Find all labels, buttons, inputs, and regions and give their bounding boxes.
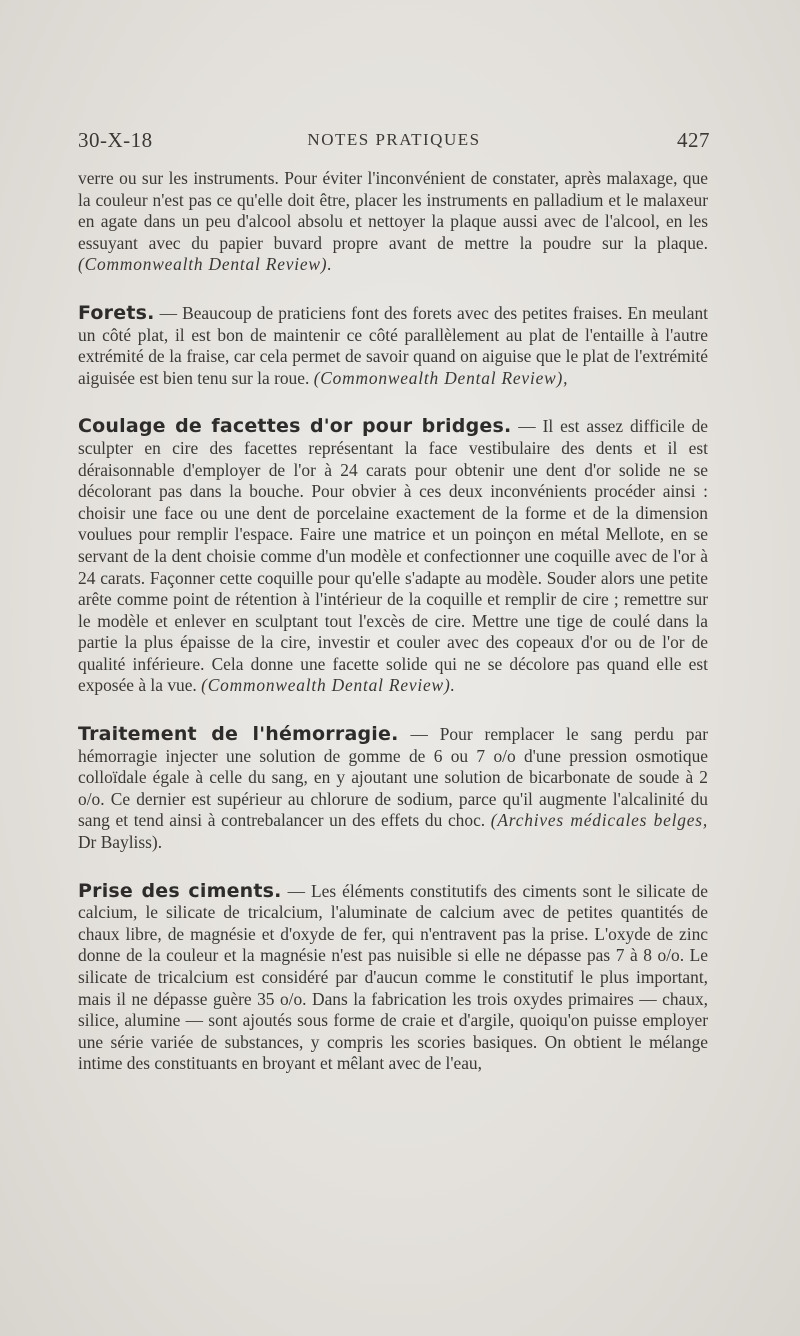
source-citation: (Commonwealth Dental Review). (78, 254, 333, 275)
section-heading: Prise des ciments. (78, 879, 282, 902)
paragraph-coulage (78, 416, 708, 697)
paragraph-forets (78, 303, 708, 389)
paragraph-text: — Pour remplacer le sang perdu par hémorragie injecter une solution de gomme de 6 ou 7 o/o d'une pression osmotique colloïdale égale à celle du sang, en y ajoutant une solution de bicarbonate de soude à 2 o/o. Ce dernier est supérieur au chlorure de sodium, parce qu'il augmente l'alcalinité du sang et tend ainsi à contrebalancer un des effets du choc. (78, 724, 708, 831)
paragraph-hemorragie (78, 724, 708, 854)
article-body (78, 168, 708, 1075)
section-heading: Forets. (78, 301, 155, 324)
section-heading: Traitement de l'hémorragie. (78, 723, 399, 746)
page-number: 427 (677, 128, 710, 152)
paragraph-continuation (78, 168, 708, 276)
paragraph-text: verre ou sur les instruments. Pour éviter l'inconvénient de constater, après malaxage, que la couleur n'est pas ce qu'elle doit être, placer les instruments en palladium et le malaxeur en agate dans un peu d'alcool absolu et nettoyer la plaque aussi avec de l'alcool, en les essuyant avec du papier buvard propre avant de mettre la poudre sur la plaque. (78, 168, 708, 253)
paragraph-text: — Il est assez difficile de sculpter en cire des facettes représentant la face vestibulaire des dents et il est déraisonnable d'employer de l'or à 24 carats pour obtenir une dent d'or solide ne se décolorant pas dans la bouche. Pour obvier à ces deux inconvénients procéder ainsi : choisir une face ou une dent de porcelaine exactement de la forme et de la dimension voulues pour remplir l'espace. Faire une matrice et un poinçon en métal Mellote, en se servant de la dent choisie comme d'un modèle et confectionner une coquille avec de l'or à 24 carats. Façonner cette coquille pour qu'elle s'adapte au modèle. Souder alors une petite arête comme point de rétention à l'intérieur de la coquille et remplir de cire ; remettre sur le modèle et enlever en sculptant tout l'excès de cire. Mettre une tige de coulé dans la partie la plus épaisse de la cire, investir et couler avec des copeaux d'or ou de l'or de qualité inférieure. Cela donne une facette solide qui ne se décolore pas quand elle est exposée à la vue. (78, 416, 708, 696)
issue-date: 30-X-18 (78, 128, 153, 152)
source-author: Dr Bayliss). (78, 832, 163, 853)
source-citation: (Archives médicales belges, (490, 810, 708, 831)
running-header (78, 128, 710, 158)
paragraph-text: — Beaucoup de praticiens font des forets avec des petites fraises. En meulant un côté plat, il est bon de maintenir ce côté parallèlement au plat de l'entaille à l'autre extrémité de la fraise, car cela permet de savoir quand on aiguise que le plat de l'extrémité aiguisée est bien tenu sur la roue. (78, 302, 708, 388)
running-title: NOTES PRATIQUES (307, 130, 481, 149)
paragraph-ciments (78, 881, 708, 1075)
paragraph-text: — Les éléments constitutifs des ciments sont le silicate de calcium, le silicate de tricalcium, l'aluminate de calcium avec de petites quantités de chaux libre, de magnésie et d'oxyde de fer, qui n'entravent pas la prise. L'oxyde de zinc donne de la couleur et la magnésie n'est pas nuisible si elle ne dépasse pas 7 à 8 o/o. Le silicate de tricalcium est considéré par d'aucun comme le constitutif le plus important, mais il ne dépasse guère 35 o/o. Dans la fabrication les trois oxydes primaires — chaux, silice, alumine — sont ajoutés sous forme de craie et d'argile, quoiqu'on puisse employer une série variée de substances, y compris les scories basiques. On obtient le mélange intime des constituants en broyant et mêlant avec de l'eau, (78, 880, 708, 1074)
source-citation: (Commonwealth Dental Review). (201, 675, 456, 696)
source-citation: (Commonwealth Dental Review), (313, 367, 569, 388)
section-heading: Coulage de facettes d'or pour bridges. (78, 415, 512, 438)
